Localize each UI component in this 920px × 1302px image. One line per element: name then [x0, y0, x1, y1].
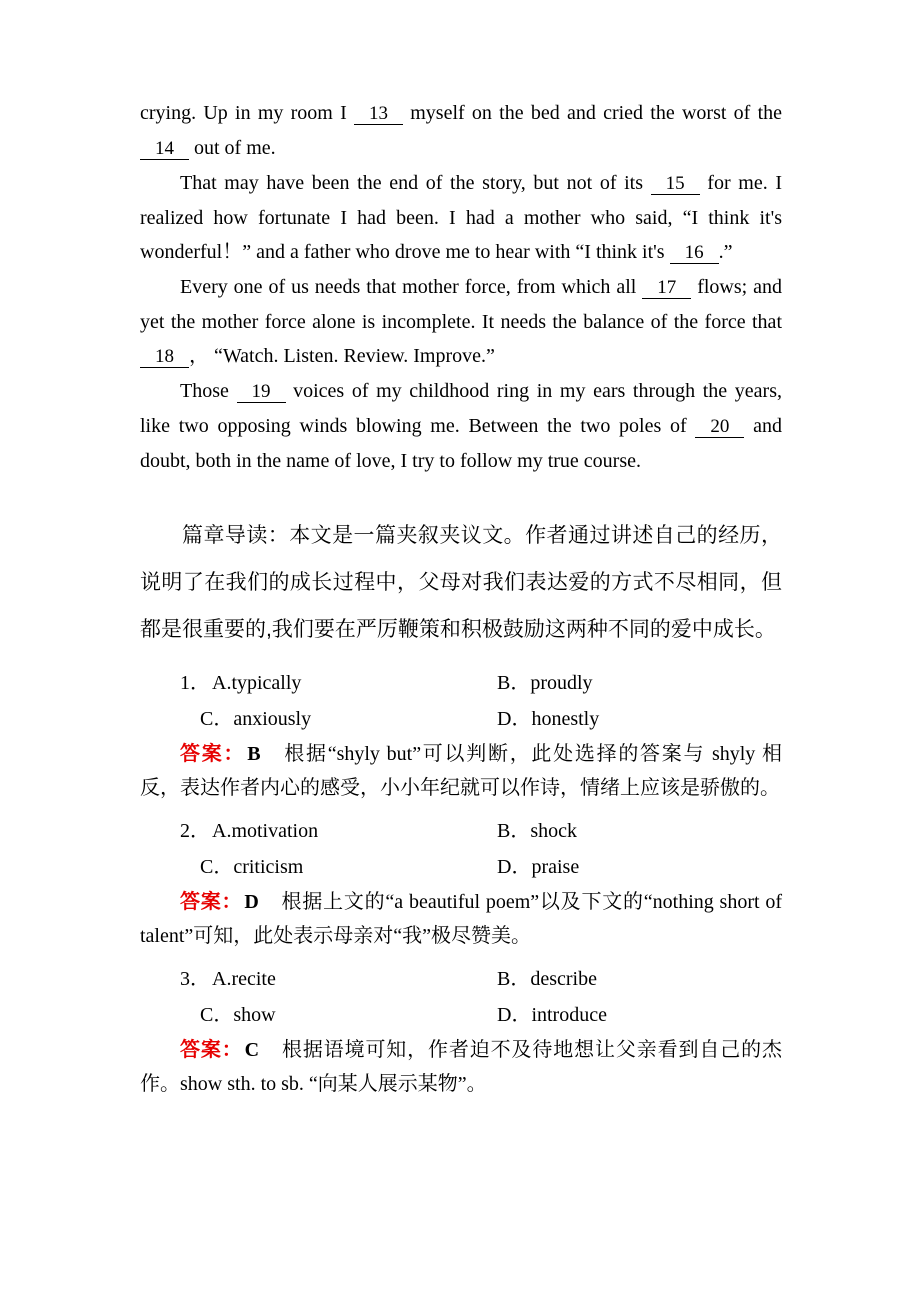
cloze-blank: 17	[642, 277, 691, 299]
answer-label: 答案：	[180, 743, 246, 765]
cloze-blank: 19	[237, 381, 286, 403]
options-row	[140, 701, 782, 737]
options-row	[140, 849, 782, 885]
option-d: D．praise	[497, 856, 580, 878]
option-cell	[497, 665, 782, 701]
option-b: B．describe	[497, 968, 597, 990]
question-number: 2．	[180, 820, 210, 842]
option-cell	[180, 849, 497, 885]
answer-letter: D	[244, 891, 259, 913]
option-cell	[180, 701, 497, 737]
option-b: B．shock	[497, 820, 577, 842]
passage-paragraph: crying. Up in my room I 13 myself on the bed and cried the worst of the 14 out of me.	[140, 102, 783, 159]
option-cell	[497, 997, 782, 1033]
options-row	[140, 665, 782, 701]
option-cell	[180, 997, 497, 1033]
passage-paragraph: Every one of us needs that mother force, from which all 17 flows; and yet the mother force alone is incomplete. It needs the balance of the force that 18 ， “Watch. Listen. Review. Improve.”	[140, 276, 782, 367]
option-c: C．criticism	[200, 856, 304, 878]
answer-label: 答案：	[180, 891, 243, 913]
option-cell	[180, 665, 497, 701]
option-c: C．anxiously	[200, 708, 312, 730]
option-a: A.motivation	[212, 820, 319, 842]
questions	[140, 665, 782, 1101]
question-block	[140, 665, 782, 805]
option-b: B．proudly	[497, 672, 593, 694]
option-a: A.typically	[212, 672, 302, 694]
cloze-blank: 15	[651, 173, 700, 195]
options-row	[140, 813, 782, 849]
answer-explanation: 根据语境可知，作者迫不及待地想让父亲看到自己的杰作。show sth. to sb. “向某人展示某物”。	[140, 1039, 783, 1095]
answer-letter: B	[247, 743, 261, 765]
option-c: C．show	[200, 1004, 276, 1026]
cloze-blank: 14	[140, 138, 189, 160]
cloze-blank: 16	[670, 242, 719, 264]
option-a: A.recite	[212, 968, 276, 990]
option-cell	[497, 849, 782, 885]
passage	[140, 96, 782, 478]
question-block	[140, 961, 782, 1101]
answer-line	[140, 885, 782, 953]
answer-line	[140, 1033, 782, 1101]
option-cell	[180, 813, 497, 849]
answer-explanation: 根据“shyly but”可以判断，此处选择的答案与 shyly 相反，表达作者内心的感受，小小年纪就可以作诗，情绪上应该是骄傲的。	[140, 743, 783, 799]
answer-line	[140, 737, 782, 805]
answer-letter: C	[244, 1039, 260, 1061]
passage-paragraph: That may have been the end of the story, but not of its 15 for me. I realized how fortunate I had been. I had a mother who said, “I think it's wonderful！” and a father who drove me to hear with “I think it's 16 .”	[140, 172, 782, 263]
option-cell	[497, 701, 782, 737]
cloze-blank: 20	[695, 416, 744, 438]
option-cell	[180, 961, 497, 997]
question-number: 1．	[180, 672, 210, 694]
options-row	[140, 961, 782, 997]
answer-label: 答案：	[180, 1039, 243, 1061]
option-d: D．introduce	[497, 1004, 607, 1026]
options-row	[140, 997, 782, 1033]
option-d: D．honestly	[497, 708, 600, 730]
question-block	[140, 813, 782, 953]
passage-paragraph: Those 19 voices of my childhood ring in my ears through the years, like two opposing winds blowing me. Between the two poles of 20 and doubt, both in the name of love, I try to follow my true course.	[140, 380, 782, 472]
option-cell	[497, 961, 782, 997]
cloze-blank: 13	[354, 103, 403, 125]
passage-intro: 篇章导读：本文是一篇夹叙夹议文。作者通过讲述自己的经历，说明了在我们的成长过程中，父母对我们表达爱的方式不尽相同，但都是很重要的,我们要在严厉鞭策和积极鼓励这两种不同的爱中成长。	[140, 524, 782, 641]
question-number: 3．	[180, 968, 210, 990]
option-cell	[497, 813, 782, 849]
cloze-blank: 18	[140, 346, 189, 368]
answer-explanation: 根据上文的“a beautiful poem”以及下文的“nothing short of talent”可知，此处表示母亲对“我”极尽赞美。	[140, 891, 782, 947]
